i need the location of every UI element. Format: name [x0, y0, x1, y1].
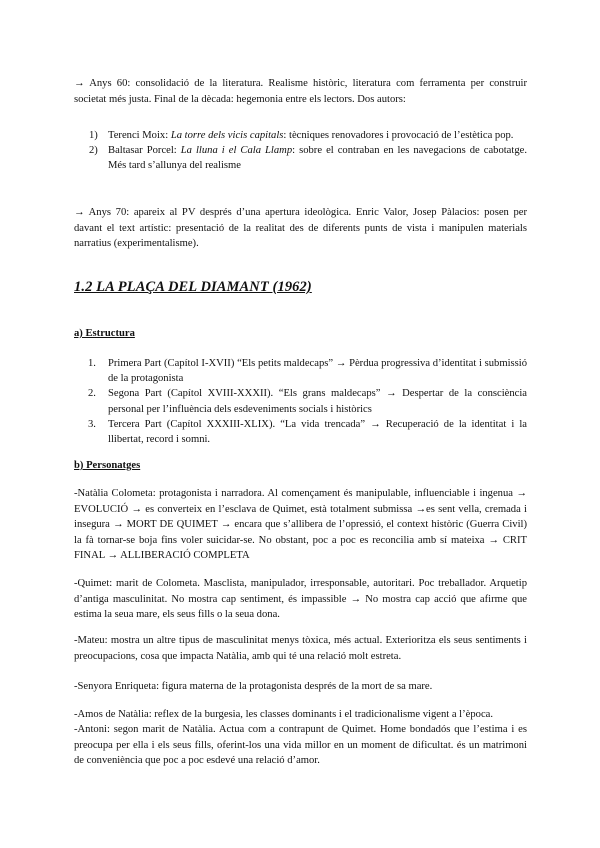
character-natalia: -Natàlia Colometa: protagonista i narradora. Al començament és manipulable, influenciable i ingenua → EVOLUCIÓ → es converteix en l’esclava de Quimet, està totalment submissa →es sent vella, cremada i insegura → MORT DE QUIMET → encara que s’allibera de l’opressió, el context històric (Guerra Civil) la fà tornar-se boja fins voler suicidar-se. No obstant, poc a poc es reconcilia amb sí mateixa → CRIT FINAL → ALLIBERACIÓ COMPLETA [74, 488, 527, 562]
list-item: 2. Segona Part (Capítol XVIII-XXXII). “Els grans maldecaps” → Despertar de la consciència personal per l’influència dels esdeveniments socials i històrics [88, 388, 527, 415]
section-title: 1.2 LA PLAÇA DEL DIAMANT (1962) [74, 279, 312, 295]
list-item: 2) Baltasar Porcel: La lluna i el Cala Llamp: sobre el contraban en les navegacions de cabotatge. Més tard s’allunya del realisme [89, 145, 527, 172]
paragraph-anys-60: → Anys 60: consolidació de la literatura. Realisme històric, literatura com ferramenta per construir societat més justa. Final de la dècada: hegemonia entre els lectors. Dos autors: [74, 78, 527, 105]
character-mateu: -Mateu: mostra un altre tipus de masculinitat menys tòxica, més actual. Exterioritza els seus sentiments i preocupacions, cosa que impacta Natàlia, amb qui té una relació molt estreta. [74, 635, 527, 662]
book-title: La lluna i el Cala Llamp [180, 145, 293, 157]
heading-estructura: a) Estructura [74, 328, 135, 339]
estructura-list [74, 356, 527, 447]
list-item: 1. Primera Part (Capítol I-XVII) “Els petits maldecaps” → Pèrdua progressiva d’identitat i submissió de la protagonista [88, 358, 527, 385]
paragraph-anys-70: → Anys 70: apareix al PV després d’una apertura ideològica. Enric Valor, Josep Pàlacios: posen per davant el text artístic: presentació de la realitat des de diferents punts de vista i manipulen materials narratius (experimentalisme). [74, 207, 527, 250]
book-title: La torre dels vicis capitals [170, 130, 284, 141]
heading-personatges: b) Personatges [74, 460, 141, 471]
character-enriqueta: -Senyora Enriqueta: figura materna de la protagonista després de la mort de sa mare. [74, 681, 433, 692]
character-antoni: -Antoni: segon marit de Natàlia. Actua com a contrapunt de Quimet. Home bondadós que l’estima i es preocupa per ella i els seus fills, oferint-los una vida millor en un moment de dificultat. és un matrimoni de conveniència que poc a poc esdevé una relació d’amor. [74, 724, 527, 767]
list-item: 1) Terenci Moix: La torre dels vicis capitals: tècniques renovadores i provocació de l’estètica pop. [89, 130, 514, 141]
list-item: 3. Tercera Part (Capítol XXXIII-XLIX). “La vida trencada” → Recuperació de la identitat i la llibertat, record i somni. [88, 418, 527, 446]
authors-list [74, 128, 527, 174]
character-amos: -Amos de Natàlia: reflex de la burgesia, les classes dominants i el tradicionalisme vigent a l’època. [74, 709, 494, 720]
character-quimet: -Quimet: marit de Colometa. Masclista, manipulador, irresponsable, autoritari. Poc treballador. Arquetip d’antiga masculinitat. No mostra cap sentiment, és impassible → No mostra cap acció que afirme que estima la seua mare, els seus fills o la seua dona. [74, 578, 527, 621]
